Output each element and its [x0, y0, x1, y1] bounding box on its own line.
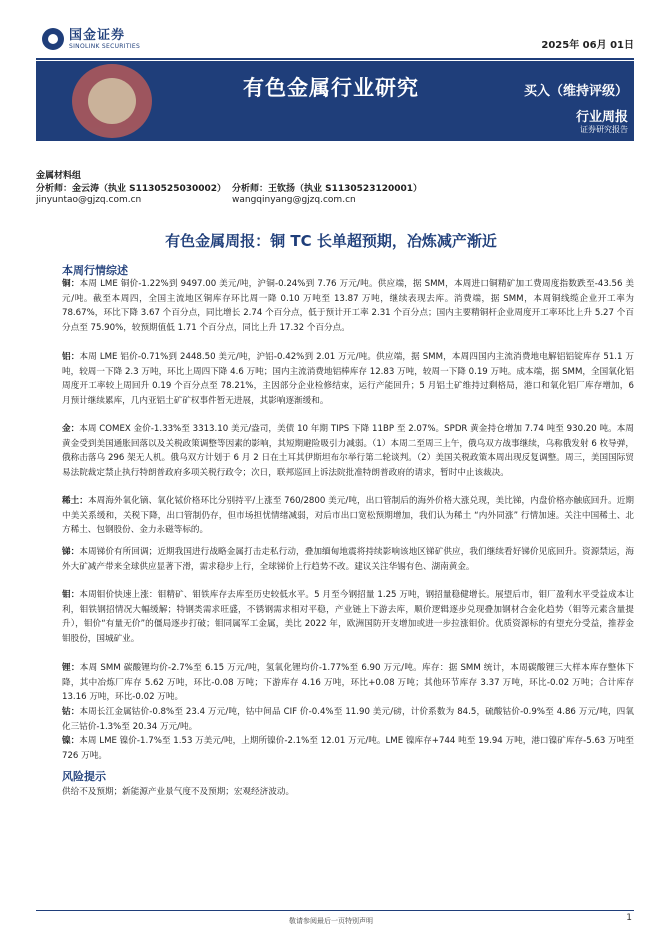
report-category: 证券研究报告: [580, 125, 628, 134]
analyst-1-email[interactable]: jinyuntao@gjzq.com.cn: [36, 195, 142, 205]
paragraph-antimony: [62, 545, 634, 574]
paragraph-body: 本周钼价快速上涨：钼精矿、钼铁库存去库至历史较低水平。5 月至今钢招量 1.25 万吨，钢招量稳健增长。展望后市，钼厂盈利水平受益成本让利，钼铁钢招情况大幅缓解；特钢类需求旺盛，不锈钢需求相对平稳，产业链上下游去库，顺价逻辑逐步兑现叠加钢材合金化趋势（钼等元素含量提升），钼价“有量无价”的僵局逐步打破；钼同属军工金属，美比 2022 年，欧洲国防开支增加或进一步拉涨钼价。优质资源标的有望充分受益，推荐金钼股份，国城矿业。: [62, 590, 634, 644]
company-logo: [42, 28, 140, 50]
rating-label: 买入（维持评级）: [523, 84, 628, 99]
paragraph-body: 本周 LME 铜价-1.22%到 9497.00 美元/吨，沪铜-0.24%到 7.76 万元/吨。供应端，据 SMM，本周进口铜精矿加工费周度指数跌至-43.56 美元/吨。截至本周四，全国主流地区铜库存环比周一降 0.10 万吨至 13.87 万吨，继续表现去库。消费端，据 SMM，本周铜线缆企业开工率为 78.67%，环比下降 3.67 个百分点，同比增长 2.74 个百分点，低于预计开工率 2.31 个百分点；国内主要精铜杆企业周度开工率环比上升 5.27 个百分点至 75.90%，较预期值低 1.71 个百分点，同比上升 17.32 个百分点。: [62, 279, 634, 333]
analyst-2: 分析师：王钦扬（执业 S1130523120001）: [232, 184, 423, 194]
paragraph-body: 本周锑价有所回调；近期我国进行战略金属打击走私行动，叠加缅甸地震将持续影响该地区锑矿供应，我们继续看好锑价见底回升。资源禁运，海外大矿减产带来全球供应显著下滑，需求稳步上行，全球锑价上行趋势不改。建议关注华锡有色、湖南黄金。: [62, 547, 634, 572]
paragraph-cobalt: [62, 705, 634, 734]
report-type: 行业周报: [575, 110, 628, 125]
paragraph-body: 本周 LME 镍价-1.7%至 1.53 万美元/吨，上期所镍价-2.1%至 12.01 万元/吨。LME 镍库存+744 吨至 19.94 万吨，港口镍矿库存-5.63 万吨至 726 万吨。: [62, 736, 634, 761]
report-date: 2025年 06月 01日: [541, 40, 634, 51]
paragraph-lead: 锑：: [62, 547, 80, 557]
section-heading-weekly: 本周行情综述: [62, 264, 128, 277]
header-divider: [36, 58, 634, 60]
report-title: 有色金属周报：铜 TC 长单超预期，冶炼减产渐近: [165, 232, 497, 250]
paragraph-molybdenum: [62, 588, 634, 646]
section-heading-risk: 风险提示: [62, 770, 106, 783]
paragraph-aluminum: [62, 350, 634, 408]
paragraph-lead: 钼：: [62, 590, 80, 600]
paragraph-body: 本周 COMEX 金价-1.33%至 3313.10 美元/盎司，美债 10 年期 TIPS 下降 11BP 至 2.07%。SPDR 黄金持仓增加 7.74 吨至 930.20 吨。本周黄金受到美国通胀回落以及关税政策调整等因素的影响，其短期避险吸引力减弱。（1）本周二至周三上午，俄乌双方战事继续，乌称俄发射 6 枚导弹，俄称击落乌 296 架无人机。俄乌双方计划于 6 月 2 日在土耳其伊斯坦布尔举行第二轮谈判。（2）美国关税政策本周出现反复调整。周三，美国国际贸易法院裁定禁止执行特朗普政府多项关税行政令；次日，联邦巡回上诉法院批准特朗普政府的请求，暂时中止该裁决。: [62, 424, 634, 478]
analyst-1: 分析师：金云涛（执业 S1130525030002）: [36, 184, 227, 194]
logo-name-en: SINOLINK SECURITIES: [69, 42, 141, 50]
paragraph-lead: 铝：: [62, 352, 80, 362]
paragraph-body: 本周 SMM 碳酸锂均价-2.7%至 6.15 万元/吨，氢氧化锂均价-1.77%至 6.90 万元/吨。库存：据 SMM 统计，本周碳酸锂三大样本库存整体下降，其中冶炼厂库存 5.62 万吨，环比-0.08 万吨；下游库存 4.16 万吨，环比+0.08 万吨；其他环节库存 3.37 万吨，环比-0.02 万吨；合计库存 13.16 万吨，环比-0.02 万吨。: [62, 663, 634, 703]
footer-disclaimer-note: 敬请参阅最后一页特别声明: [289, 917, 373, 925]
paragraph-nickel: [62, 734, 634, 763]
paragraph-lead: 镍：: [62, 736, 80, 746]
paragraph-gold: [62, 422, 634, 480]
paragraph-body: 本周长江金属钴价-0.8%至 23.4 万元/吨，钴中间品 CIF 价-0.4%至 11.90 美元/磅，计价系数为 84.5，硫酸钴价-0.9%至 4.86 万元/吨，四氧化三钴价-1.3%至 20.34 万元/吨。: [62, 707, 634, 732]
analyst-2-email[interactable]: wangqinyang@gjzq.com.cn: [232, 195, 356, 205]
paragraph-lithium: [62, 661, 634, 705]
paragraph-lead: 钴：: [62, 707, 80, 717]
research-group: 金属材料组: [36, 171, 82, 181]
paragraph-rare-earth: [62, 494, 634, 538]
logo-name-cn: 国金证券: [69, 27, 126, 43]
industry-title: 有色金属行业研究: [243, 76, 419, 100]
logo-mark-icon: [42, 28, 64, 50]
paragraph-body: 本周 LME 铝价-0.71%到 2448.50 美元/吨，沪铝-0.42%到 2.01 万元/吨。供应端，据 SMM，本周四国内主流消费地电解铝铝锭库存 51.1 万吨，较周一下降 2.3 万吨，环比上周四下降 4.6 万吨；国内主流消费地铝棒库存 12.83 万吨，较周一下降 0.19 万吨。成本端，据 SMM，全国氧化铝周度开工率较上周回升 0.19 个百分点至 78.21%，主因部分企业检修结束，运行产能回升；5 月铝土矿维持过剩格局，港口和氧化铝厂库存增加，6 月预计继续累库，几内亚铝土矿矿权事件暂无进展，其影响逐渐缓和。: [62, 352, 634, 406]
paragraph-copper: [62, 277, 634, 335]
paragraph-body: 本周海外氧化镝、氧化铽价格环比分别持平/上涨至 760/2800 美元/吨，出口管制后的海外价格大涨兑现，美比锑，内盘价格亦触底回升。近期中美关系缓和，关税下降，出口管制仍存，但市场担忧情绪减弱，对后市出口宽松预期增加，我们认为稀土 “内外同涨” 行情加速。关注中国稀土、北方稀土、包钢股份、金力永磁等标的。: [62, 496, 634, 536]
paragraph-lead: 稀土：: [62, 496, 88, 506]
risk-text: 供给不及预期；新能源产业景气度不及预期；宏观经济波动。: [62, 787, 295, 797]
paragraph-lead: 铜：: [62, 279, 80, 289]
footer-divider: [36, 910, 634, 911]
page-number: 1: [626, 913, 632, 923]
paragraph-lead: 金：: [62, 424, 80, 434]
paragraph-lead: 锂：: [62, 663, 80, 673]
